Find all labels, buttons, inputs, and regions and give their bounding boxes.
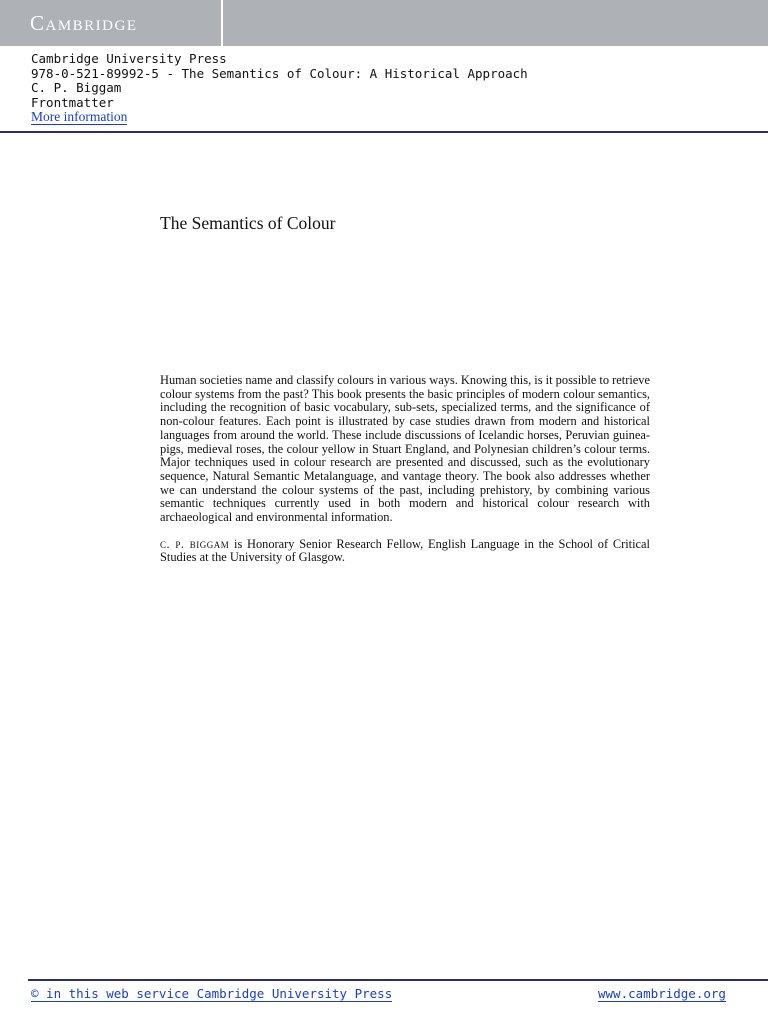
section-label: Frontmatter (31, 94, 114, 110)
banner-divider (221, 0, 223, 46)
publisher-name: Cambridge University Press (31, 51, 227, 66)
more-information-link[interactable]: More information (31, 109, 128, 124)
author-note (160, 538, 650, 565)
blurb-text: Human societies name and classify colours in various ways. Knowing this, is it possible to retrieve colour systems from the past? This book presents the basic principles of modern colour semantics, including the recognition of basic vocabulary, sub-sets, specialized terms, and the significance of non-colour features. Each point is illustrated by case studies drawn from modern and historical languages from around the world. These include discussions of Icelandic horses, Peruvian guinea-pigs, medieval roses, the colour yellow in Stuart England, and Polynesian children’s colour terms. Major techniques used in colour research are presented and discussed, such as the evolutionary sequence, Natural Semantic Metalanguage, and vantage theory. The book also addresses whether we can understand the colour systems of the past, including prehistory, by combining various semantic techniques currently used in both modern and historical colour research with archaeological and environmental information. (160, 373, 650, 525)
website-link[interactable]: www.cambridge.org (598, 986, 726, 1001)
document-metadata (31, 52, 528, 125)
author-name: C. P. Biggam (31, 80, 122, 95)
cambridge-logo: Cambridge (30, 11, 138, 35)
header-rule (0, 131, 768, 133)
author-name-small-caps: c. p. biggam (160, 536, 230, 551)
footer-rule (28, 979, 768, 981)
author-bio: is Honorary Senior Research Fellow, English Language in the School of Critical Studies at the University of Glasgow. (160, 536, 650, 565)
isbn-title: 978-0-521-89992-5 - The Semantics of Colour: A Historical Approach (31, 65, 528, 81)
book-description (160, 374, 650, 565)
publisher-banner (0, 0, 768, 46)
copyright-link[interactable]: © in this web service Cambridge University Press (31, 986, 393, 1001)
book-title: The Semantics of Colour (160, 213, 336, 233)
